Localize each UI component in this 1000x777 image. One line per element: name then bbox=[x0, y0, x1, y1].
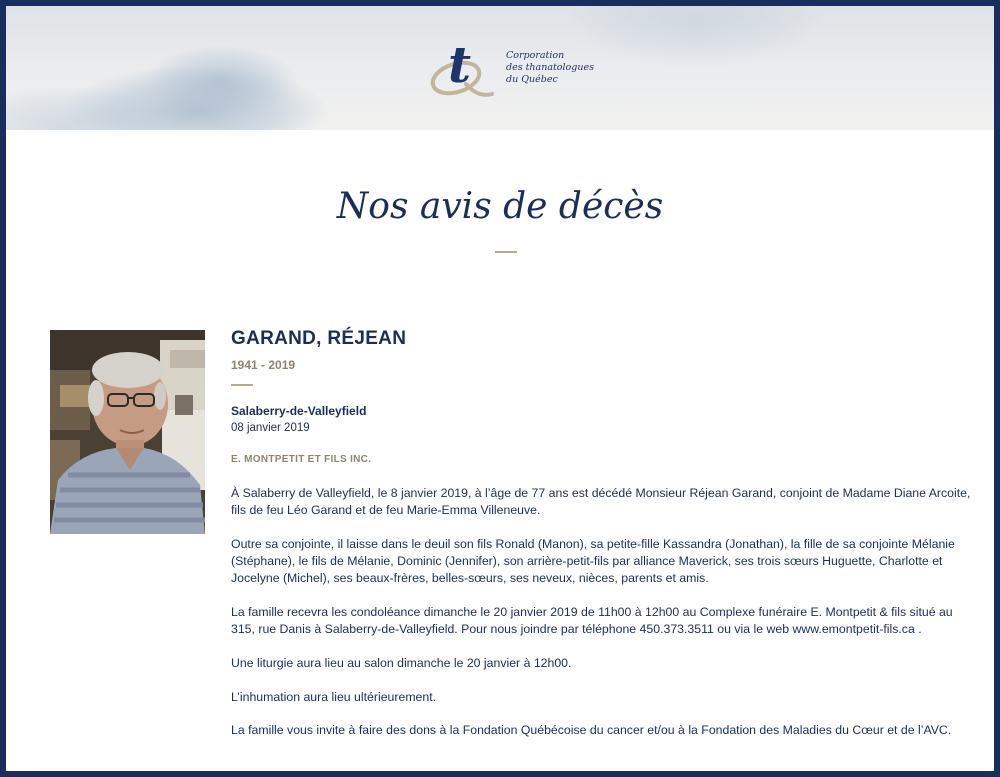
deceased-photo bbox=[50, 330, 205, 534]
cloud-decoration bbox=[146, 46, 296, 116]
obituary-paragraph: La famille vous invite à faire des dons à la Fondation Québécoise du cancer et/ou à la Fondation des Maladies du Cœur et de l’AVC. bbox=[231, 723, 952, 738]
obituary-text bbox=[231, 485, 971, 756]
cloud-decoration bbox=[566, 6, 826, 66]
deceased-name: GARAND, RÉJEAN bbox=[231, 328, 407, 349]
logo-letter: t bbox=[448, 35, 472, 94]
obituary-paragraph: Une liturgie aura lieu au salon dimanche le 20 janvier à 12h00. bbox=[231, 655, 572, 670]
death-date: 08 janvier 2019 bbox=[231, 422, 310, 434]
funeral-home-name: E. MONTPETIT ET FILS INC. bbox=[231, 454, 372, 465]
location: Salaberry-de-Valleyfield bbox=[231, 404, 367, 418]
site-logo[interactable] bbox=[426, 32, 596, 104]
obituary-paragraph: Outre sa conjointe, il laisse dans le deuil son fils Ronald (Manon), sa petite-fille Kassandra (Jonathan), la fille de sa conjointe Mélanie (Stéphane), le fils de Mélanie, Dominic (Jennifer), son arrière-petit-fils par alliance Maverick, ses trois sœurs Huguette, Charlotte et Jocelyne (Michel), ses beaux-frères, belles-sœurs, ses neveux, nièces, parents et amis. bbox=[231, 536, 955, 586]
obituary-paragraph: L’inhumation aura lieu ultérieurement. bbox=[231, 689, 437, 704]
life-years: 1941 - 2019 bbox=[231, 358, 296, 372]
logo-mark-icon bbox=[426, 32, 501, 104]
logo-line: Corporation bbox=[506, 50, 565, 61]
title-divider bbox=[495, 251, 517, 253]
obituary-paragraph: À Salaberry de Valleyfield, le 8 janvier 2019, à l’âge de 77 ans est décédé Monsieur Réjean Garand, conjoint de Madame Diane Arcoite, fils de feu Léo Garand et de feu Marie-Emma Villeneuve. bbox=[231, 486, 971, 518]
logo-line: du Québec bbox=[506, 74, 558, 85]
header-banner bbox=[6, 6, 994, 130]
logo-line: des thanatologues bbox=[506, 62, 594, 73]
obituary-paragraph: La famille recevra les condoléance dimanche le 20 janvier 2019 de 11h00 à 12h00 au Complexe funéraire E. Montpetit & fils situé au 315, rue Danis à Salaberry-de-Valleyfield. Pour nous joindre par téléphone 450.373.3511 ou via le web www.emontpetit-fils.ca . bbox=[231, 605, 953, 637]
portrait-image bbox=[50, 330, 205, 534]
name-divider bbox=[231, 384, 253, 386]
page-title: Nos avis de décès bbox=[336, 186, 664, 227]
logo-text bbox=[506, 50, 594, 86]
